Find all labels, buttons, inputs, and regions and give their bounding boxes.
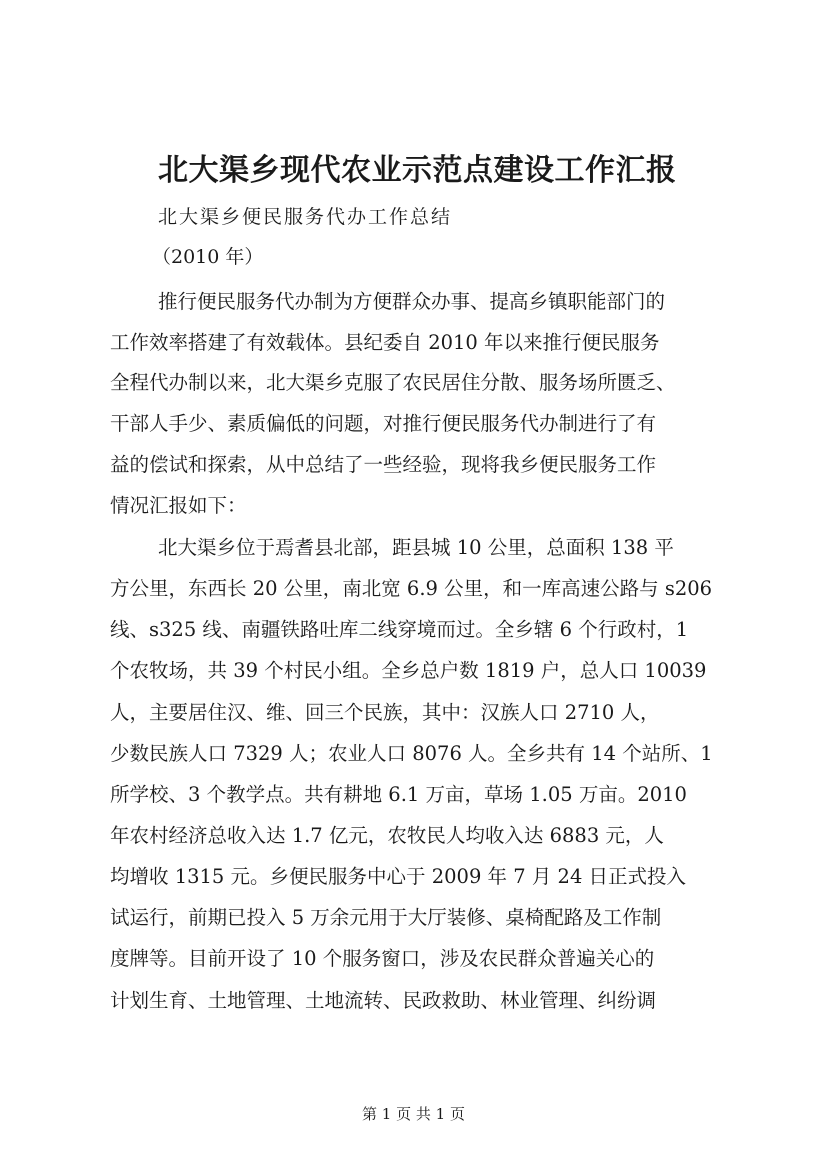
paragraph-line: 均增收 1315 元。乡便民服务中心于 2009 年 7 月 24 日正式投入 [110, 865, 687, 888]
paragraph-line: 北大渠乡位于焉耆县北部，距县城 10 公里，总面积 138 平 [158, 536, 674, 559]
document-year: （2010 年） [152, 246, 264, 268]
paragraph-line: 益的偿试和探索，从中总结了一些经验，现将我乡便民服务工作 [110, 453, 657, 476]
paragraph-line: 线、s325 线、南疆铁路吐库二线穿境而过。全乡辖 6 个行政村，1 [110, 618, 689, 641]
paragraph-line: 计划生育、土地管理、土地流转、民政救助、林业管理、纠纷调 [110, 989, 657, 1012]
paragraph-line: 年农村经济总收入达 1.7 亿元，农牧民人均收入达 6883 元，人 [110, 824, 664, 847]
paragraph-line: 情况汇报如下： [110, 494, 247, 517]
page-number-footer: 第 1 页 共 1 页 [362, 1105, 465, 1123]
document-subtitle: 北大渠乡便民服务代办工作总结 [158, 206, 453, 228]
paragraph-line: 所学校、3 个教学点。共有耕地 6.1 万亩，草场 1.05 万亩。2010 [110, 783, 687, 806]
paragraph-line: 试运行，前期已投入 5 万余元用于大厅装修、桌椅配路及工作制 [110, 906, 662, 929]
paragraph-line: 推行便民服务代办制为方便群众办事、提高乡镇职能部门的 [158, 290, 666, 313]
paragraph-line: 少数民族人口 7329 人；农业人口 8076 人。全乡共有 14 个站所、1 [110, 742, 713, 765]
paragraph-line: 个农牧场，共 39 个村民小组。全乡总户数 1819 户，总人口 10039 [110, 659, 707, 682]
paragraph-line: 人，主要居住汉、维、回三个民族，其中：汉族人口 2710 人， [110, 701, 660, 724]
paragraph-line: 方公里，东西长 20 公里，南北宽 6.9 公里，和一库高速公路与 s206 [110, 577, 713, 600]
paragraph-line: 全程代办制以来，北大渠乡克服了农民居住分散、服务场所匮乏、 [110, 371, 676, 394]
paragraph-line: 工作效率搭建了有效载体。县纪委自 2010 年以来推行便民服务 [110, 331, 660, 354]
document-title: 北大渠乡现代农业示范点建设工作汇报 [158, 153, 677, 188]
paragraph-line: 干部人手少、素质偏低的问题，对推行便民服务代办制进行了有 [110, 412, 657, 435]
paragraph-line: 度牌等。目前开设了 10 个服务窗口，涉及农民群众普遍关心的 [110, 947, 655, 970]
